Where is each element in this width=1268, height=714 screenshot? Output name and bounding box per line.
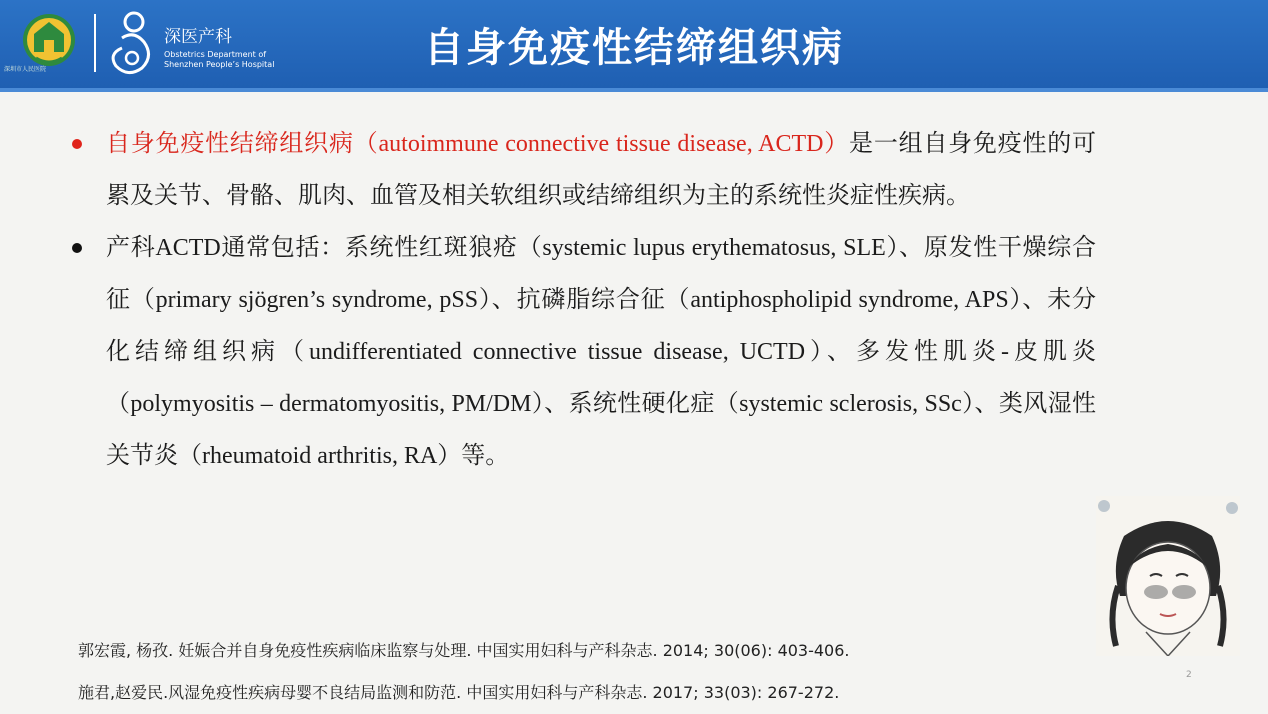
reference-2: 施君,赵爱民.风湿免疫性疾病母婴不良结局监测和防范. 中国实用妇科与产科杂志. 2017; 33(03): 267-272. (78, 683, 840, 702)
slide-header (0, 0, 1268, 88)
slide-title: 自身免疫性结缔组织病 (424, 25, 844, 71)
obstetrics-logo-en-line2: Shenzhen People’s Hospital (164, 60, 275, 69)
black-bullet-icon (72, 243, 82, 253)
definition-term: 自身免疫性结缔组织病（autoimmune connective tissue disease, ACTD） (106, 131, 850, 157)
obstetrics-logo-en-line1: Obstetrics Department of (164, 50, 267, 59)
slide-body (106, 118, 1096, 482)
header-underline (0, 88, 1268, 92)
reference-1: 郭宏霞, 杨孜. 妊娠合并自身免疫性疾病临床监察与处理. 中国实用妇科与产科杂志. 2014; 30(06): 403-406. (78, 641, 850, 660)
girl-illustration-icon (1096, 496, 1240, 656)
red-bullet-icon (72, 139, 82, 149)
bullet-paragraph-1 (106, 118, 1096, 222)
page-number: 2 (1186, 670, 1192, 680)
definition-text: 是一组自身免疫性的可累及关节、骨骼、肌肉、血管及相关软组织或结缔组织为主的系统性炎症性疾病。 (106, 131, 1097, 209)
hospital-logo-caption: 深圳市人民医院 (4, 66, 47, 73)
obstetrics-logo-cn: 深医产科 (164, 27, 232, 47)
bullet-paragraph-2 (106, 222, 1096, 482)
references (78, 630, 1078, 714)
actd-types-text: 产科ACTD通常包括：系统性红斑狼疮（systemic lupus erythematosus, SLE）、原发性干燥综合征（primary sjögren’s syndrome, pSS）、抗磷脂综合征（antiphospholipid syndrome, APS）、未分化结缔组织病（undifferentiated connective tissue disease, UCTD）、多发性肌炎-皮肌炎（polymyositis – dermatomyositis, PM/DM）、系统性硬化症（systemic sclerosis, SSc）、类风湿性关节炎（rheumatoid arthritis, RA）等。 (106, 235, 1096, 469)
